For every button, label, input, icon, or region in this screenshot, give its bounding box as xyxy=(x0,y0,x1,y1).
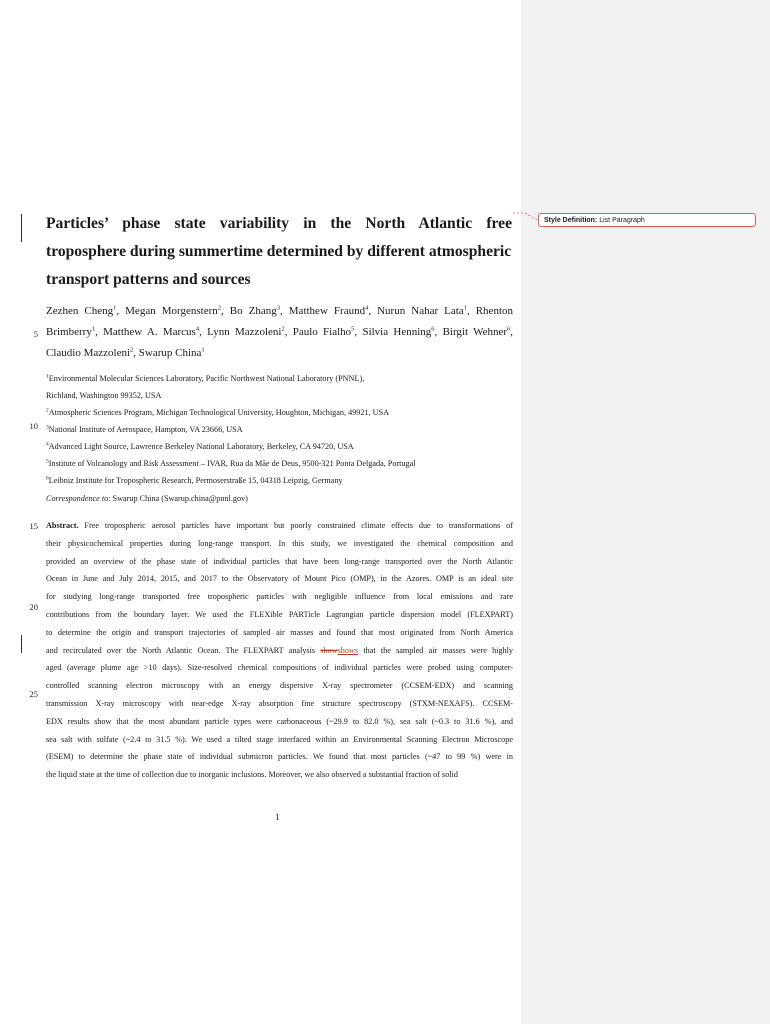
author-name: Rhenton xyxy=(475,305,513,317)
abstract-line-tracked xyxy=(46,642,513,660)
abstract-line: Ocean in June and July 2014, 2015, and 2017 to the Observatory of Mount Pico (OMP), in the Azores. OMP is an ideal site xyxy=(46,574,513,584)
abstract-line: sea salt with sulfate (~2.4 to 31.5 %). We used a tilted stage interfaced within an Environmental Scanning Electron Microscope xyxy=(46,734,513,744)
page-number: 1 xyxy=(275,812,280,822)
affiliation-number: 1 xyxy=(46,373,49,380)
author-name: Claudio Mazzoleni xyxy=(46,347,131,359)
affiliation-text: Institute of Volcanology and Risk Assessment – IVAR, Rua da Mãe de Deus, 9500-321 Ponta Delgada, Portugal xyxy=(48,459,416,468)
comment-label: Style Definition: xyxy=(544,217,598,224)
affiliation-marker: 1 xyxy=(113,304,117,312)
affiliation xyxy=(46,370,516,387)
paper-title xyxy=(46,210,512,294)
affiliation-marker: 5 xyxy=(351,325,355,333)
deleted-text[interactable]: show xyxy=(320,645,338,655)
title-line: Particles’ phase state variability in the North Atlantic free xyxy=(46,215,512,232)
affiliation-marker: 6 xyxy=(431,325,435,333)
abstract-line: EDX results show that the most abundant particle types were carbonaceous (~29.9 to 82.0 %), sea salt (~0.3 to 31.6 %), and xyxy=(46,716,513,726)
separator: , xyxy=(354,326,363,338)
separator: , xyxy=(133,347,139,359)
separator: , xyxy=(510,326,514,338)
author-name: Zezhen Cheng xyxy=(46,305,114,317)
abstract-text: that the sampled air masses were highly xyxy=(358,645,513,655)
separator: , xyxy=(284,326,293,338)
change-bar xyxy=(21,214,22,242)
abstract-line: for studying long-range transported free tropospheric particles with negligible influence from local emissions and rare xyxy=(46,592,513,602)
affiliation-text: Richland, Washington 99352, USA xyxy=(46,391,162,400)
author-name: Lynn Mazzoleni xyxy=(207,326,282,338)
separator: , xyxy=(280,305,289,317)
abstract xyxy=(46,517,513,784)
title-line: troposphere during summertime determined by different atmospheric xyxy=(46,243,512,260)
affiliation-number: 6 xyxy=(46,475,49,482)
separator: , xyxy=(95,326,104,338)
abstract-line: provided an overview of the phase state of individual particles that have been long-range transported over the North Atlantic xyxy=(46,556,513,566)
change-bar xyxy=(21,635,22,653)
affiliation-number: 3 xyxy=(46,424,49,431)
separator: , xyxy=(466,305,476,317)
title-line: transport patterns and sources xyxy=(46,271,251,288)
line-number: 15 xyxy=(29,521,38,531)
author-name: Brimberry xyxy=(46,326,92,338)
affiliation xyxy=(46,472,516,489)
affiliation xyxy=(46,421,516,438)
abstract-line xyxy=(46,517,513,535)
line-number: 20 xyxy=(29,602,38,612)
separator: , xyxy=(368,305,378,317)
markup-pane xyxy=(521,0,770,1024)
abstract-line: their physicochemical properties during long-range transport. In this study, we investigated the chemical composition and xyxy=(46,538,513,548)
affiliation-marker: 2 xyxy=(130,346,134,354)
affiliation-marker: 6 xyxy=(507,325,511,333)
author-name: Bo Zhang xyxy=(229,305,277,317)
affiliation-marker: 3 xyxy=(276,304,280,312)
affiliation-number: 4 xyxy=(46,441,49,448)
affiliation-list xyxy=(46,370,516,489)
author-name: Megan Morgenstern xyxy=(125,305,218,317)
author-name: Nurun Nahar Lata xyxy=(377,305,464,317)
line-number: 10 xyxy=(29,421,38,431)
author-list xyxy=(46,301,513,364)
comment-text: List Paragraph xyxy=(597,217,645,224)
author-line xyxy=(46,301,513,322)
affiliation-marker: 1 xyxy=(463,304,467,312)
affiliation-marker: 2 xyxy=(217,304,221,312)
separator: , xyxy=(116,305,126,317)
abstract-text: Free tropospheric aerosol particles have important but poorly constrained climate effects due to transformations of xyxy=(84,521,513,530)
abstract-line: to determine the origin and transport trajectories of sampled air masses and found that most originated from North America xyxy=(46,627,513,637)
abstract-line: contributions from the boundary layer. We used the FLEXible PARTicle Lagrangian particle dispersion model (FLEXPART) xyxy=(46,609,513,619)
author-name: Matthew Fraund xyxy=(288,305,366,317)
separator: , xyxy=(434,326,443,338)
author-line xyxy=(46,343,513,364)
abstract-heading: Abstract. xyxy=(46,521,79,530)
abstract-line: (ESEM) to determine the phase state of individual submicron particles. We found that most particles (~47 to 99 %) were in xyxy=(46,752,513,762)
separator: , xyxy=(221,305,230,317)
affiliation-number: 5 xyxy=(46,458,49,465)
affiliation-text: Advanced Light Source, Lawrence Berkeley National Laboratory, Berkeley, CA 94720, USA xyxy=(48,442,354,451)
format-comment-balloon[interactable] xyxy=(538,213,756,227)
author-name: Matthew A. Marcus xyxy=(103,326,196,338)
abstract-line: aged (average plume age >10 days). Size-resolved chemical compositions of individual particles were probed using computer- xyxy=(46,663,513,673)
inserted-text[interactable]: shows xyxy=(337,645,359,655)
affiliation-marker: 2 xyxy=(281,325,285,333)
line-number: 25 xyxy=(29,689,38,699)
correspondence xyxy=(46,490,516,507)
affiliation-marker: 4 xyxy=(365,304,369,312)
author-name: Paulo Fialho xyxy=(292,326,352,338)
abstract-line: transmission X-ray microscopy with near-edge X-ray absorption fine structure spectroscopy (STXM-NEXAFS). CCSEM- xyxy=(46,698,513,708)
affiliation xyxy=(46,404,516,421)
affiliation-text: National Institute of Aerospace, Hampton, VA 23666, USA xyxy=(48,425,243,434)
affiliation-marker: 4 xyxy=(195,325,200,333)
affiliation xyxy=(46,455,516,472)
author-name: Silvia Henning xyxy=(362,326,432,338)
abstract-text: and recirculated over the North Atlantic Ocean. The FLEXPART analysis xyxy=(46,645,321,655)
abstract-line: controlled scanning electron microscopy with an energy dispersive X-ray spectrometer (CCSEM-EDX) and scanning xyxy=(46,681,513,691)
affiliation-number: 2 xyxy=(46,407,49,414)
author-line xyxy=(46,322,513,343)
abstract-line: the liquid state at the time of collection due to inorganic inclusions. Moreover, we also observed a substantial fraction of solid xyxy=(46,770,458,780)
author-name: Birgit Wehner xyxy=(442,326,508,338)
correspondence-label: Correspondence to xyxy=(46,494,109,503)
affiliation-text: Atmospheric Sciences Program, Michigan Technological University, Houghton, Michigan, 49921, USA xyxy=(48,408,390,417)
affiliation-text: Leibniz Institute for Tropospheric Research, Permoserstraße 15, 04318 Leipzig, Germany xyxy=(48,476,343,485)
separator: , xyxy=(199,326,208,338)
comment-connector xyxy=(513,211,541,223)
correspondence-text: : Swarup China (Swarup.china@pnnl.gov) xyxy=(108,494,248,503)
affiliation-text: Environmental Molecular Sciences Laboratory, Pacific Northwest National Laboratory (PNNL), xyxy=(48,374,365,383)
affiliation xyxy=(46,387,516,404)
affiliation xyxy=(46,438,516,455)
affiliation-marker: 1 xyxy=(91,325,96,333)
author-name: Swarup China xyxy=(138,347,202,359)
line-number: 5 xyxy=(33,329,38,339)
affiliation-marker: 1 xyxy=(201,346,205,354)
